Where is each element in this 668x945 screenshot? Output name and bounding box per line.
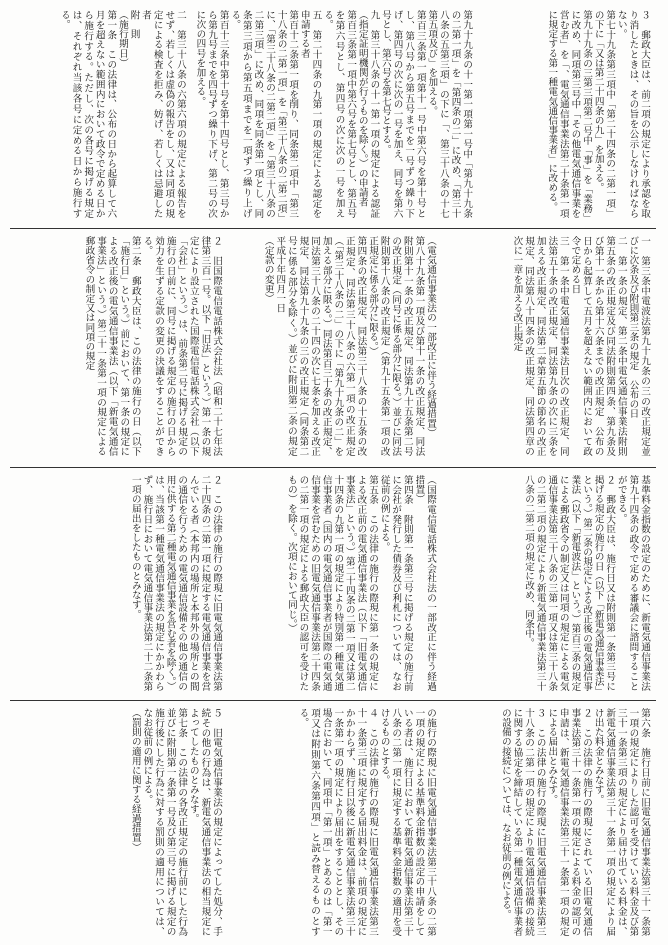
text-band-1 xyxy=(12,10,654,218)
text-column: 基準料金指数の設定のために、新電気通信事業法第九十四条の政令で定める審議会に諮問することができる。 ２ 郵政大臣は、施行日又は附則第一条第三号に掲げる規定の施行の日（以下「新電気通信事業法」という。）第二条の規定による改正後の電気通信事業法（以下「新電波法」という。）第百三条の規定による郵政省令の制定又は同項の規定による電気通信事業法第三十八条の三第一項又は第三十八条の二第二項の規定により新電気通信事業法第三十八条の二第二項の規定に改め、同条中。 xyxy=(523,475,650,691)
text-column: の施行の際現に旧電気通信事業法第三十八条の二第一項の規定による基準料金指数の設定の申請をしている者は、施行日において新電気通信事業法第三十八条の二第一項に規定する基準料金指数の適用を受けるものとする。 ４ この法律の施行の際現に旧電気通信事業法第三十一条第三項に規定する届出料金は、前項の規定にかかわらず、施行日以後に新電気通信事業法第三十一条第一項の規定により届出をすることとし、その場合において、同項中「第一項」とあるのは「第一項又は附則第六条第四項」と読み替えるものとする。 xyxy=(297,708,436,936)
text-band-3 xyxy=(12,475,654,691)
text-band-2 xyxy=(12,236,654,456)
section-divider xyxy=(10,467,656,468)
section-divider xyxy=(10,228,656,229)
text-column: ２ この法律の施行の際現に旧電気通信事業法第二十四条の二第一項に規定する電気通信事業を営んでいる者（本邦内の場所と本邦外の場所との間の通信を行うための電気通信設備その他の通信の用に供する第二種電気通信事業を営む者を除く。）は、当該第一種電気通信事業法の規定にかかわらず、施行日において電気通信事業法第二十二条第一項の届出をしたものとみなす。 xyxy=(129,475,222,691)
text-column: 一 第三条中電波法第九十九条の三の改正規定並びに次条及び附則第三条の規定 公布の日 二 第一条の規定、第二条中電気通信事業法附則第五条の改正規定及び同法附則第四条、第九条及び第十一条から第十六条までの改正規定 公布の日から起算して五月を超えない範囲内において政令で定める日 三 第一条中電気通信事業法目次の改正規定、同法第五十条の改正規定、同法第九条の次に三条を加える改正規定、同法第二章第五節の節名の改正規定、同法第八十四条の改正規定、同法第四章の次に一章を加える改正規定 xyxy=(511,236,650,456)
text-column: ２ 旧国際電信電話株式会社法（昭和二十七年法律第三百一号。以下「旧法」という。）第一条の規定により設立された国際電信電話株式会社（以下「会社」という。）は、前条第二号に掲げる規定の施行の日前に、同号に掲げる規定の施行の日から効力を生ずる定款の変更の決議をすることができる。 第二条 郵政大臣は、この法律の施行の日（以下「施行日」という。）前において、第一条の規定による改正後の電気通信事業法（以下「新電気通信事業法」という。）第二十一条第一項の規定による郵政省令の制定又は同項の規定 xyxy=(83,236,222,456)
text-column: （電気通信事業法の一部改正に伴う経過措置） 第八十九条第一項及び第十一条の改正規定、同法附則第十一条の改正規定、同法第九十五条第二号の改正規定（同号に係る部分に限る。）並びに同法附則第十八条の改正規定（第九十五条第一項の改正規定に係る部分に限る。） 第四条の改正規定、同法第三十八条の十五条の改正規定、同法第三十八条の六第一項の改正規定（「第三十八条の二」の下に「第九十九条の二」を加える部分に限る。）同法第百三十条の改正規定、同法第三十八条の二十四の次に七条を加える改正規定、同法第九十九条の三の改正規定（同条第二号に係る部分を除く。）並びに附則第二条の規定 平成十年四月一日 （定款の変更） xyxy=(262,236,436,456)
text-column: 第九十九条の十一第一項第一号中「第九十九条の二第一項」を「第四条の二」に改め、「第三十八条の五第三項」の下に「、第三十八条の十七第五項及び」を加える。 第百三条第一項第十一号中第六号を第十号とし、第八号から第五号までを一号ずつ繰り下げ、第四号の次に次の一号を加え、同号を第六号とし、第六号を第七号とする。 九 第三十八条の十一第一項の規定による認証（指定証明機関が行うものを除く。）の申請者 第百三条第一項中第六号を第七号とし、第五号を第六号とし、第四号の次に次の一号を加える。 五 第二十四条の九第一項の規定による認定を申請する者 第百十二条第一項を削り、同条第二項中「第三十八条の二第一項」を「第三十八条の二第二項」に、「第三十八条の二第二項」を「第三十八条の二第三項」に改め、同項を同条第一項とし、同条第三項から第五項までを一項ずつ繰り上げる。 第百十三条中第十号を第十四号とし、第三号から第九号までを四号ずつ繰り下げ、第二号の次に次の四号を加える。 xyxy=(194,10,473,218)
text-column: ３ 郵政大臣は、前二項の規定により承認を取り消したときは、その旨を公示しなければならない。 第七十九条第三項中「第二十四条の二第一項」の下に「又は第二十四条の九」を加える。 第九十九条の三第三項第二号中「事」を「業務」に改め、同項第三号中「その他電気通信事業を営む者」を「、電気通信事業法第二十条第一項に規定する第一種電気通信事業者」に改める。 xyxy=(546,10,650,218)
text-band-4 xyxy=(12,708,654,936)
text-column: 第六条 施行日前に旧電気通信事業法第三十一条第一項の規定によりした認可を受けている料金及び第三十一条第三項の規定により届け出ている料金は、新電気通信事業法第三十一条第一項の規定により届け出た料金とみなす。 ２ この法律の施行の際現にされている旧電気通信事業法第三十一条第一項の規定による料金の認可の申請は、新電気通信事業法第三十一条第一項の規定による届出とみなす。 ３ この法律の施行の際現に旧電気通信事業法第三十八条の二第一項の規定により電気通信設備の接続に関する協定を締結している第一種電気通信事業者の設備の接続については、なお従前の例による。 xyxy=(499,708,650,936)
section-divider xyxy=(10,700,656,701)
text-column: 二 第三十八条の六第六項の規定による報告をせず、若しくは虚偽の報告をし、又は同項の規定による検査を拒み、妨げ、若しくは忌避した者 附 則 （施行期日） 第一条 この法律は、公布の日から起算して六月を超えない範囲内において政令で定める日から施行する。ただし、次の各号に掲げる規定は、それぞれ当該各号に定める日から施行する。 xyxy=(58,10,186,218)
text-column: （国際電信電話株式会社法の一部改正に伴う経過措置） 第四条 附則第一条第三号に掲げる規定の施行前に会社が発行した債券及び利札については、なお従前の例による。 第五条 この法律の施行の際現に第一条の規定による改正前の電気通信事業法（以下「旧電気通信事業法」という。）第二十四条の二第一項又は第二十四条の九第一項の規定により特別第一種電気通信事業者（国内の電気通信事業者が国際の電気通信事業を営むための旧電気通信事業法第二十四条の二第一項の規定による郵政大臣の認可を受けたもの）を除く。次項において同じ。） xyxy=(285,475,436,691)
text-column: ５ 旧電気通信事業法の規定によってした処分、手続その他の行為は、新電気通信事業法の相当規定によってしたものとみなす。 第七条 この法律の各改正規定の施行前にした行為並びに附則第一条第一号及び第三号に掲げる規定の施行後にした行為に対する罰則の適用については、なお従前の例による。 （罰則の適用に関する経過措置） xyxy=(129,708,222,936)
